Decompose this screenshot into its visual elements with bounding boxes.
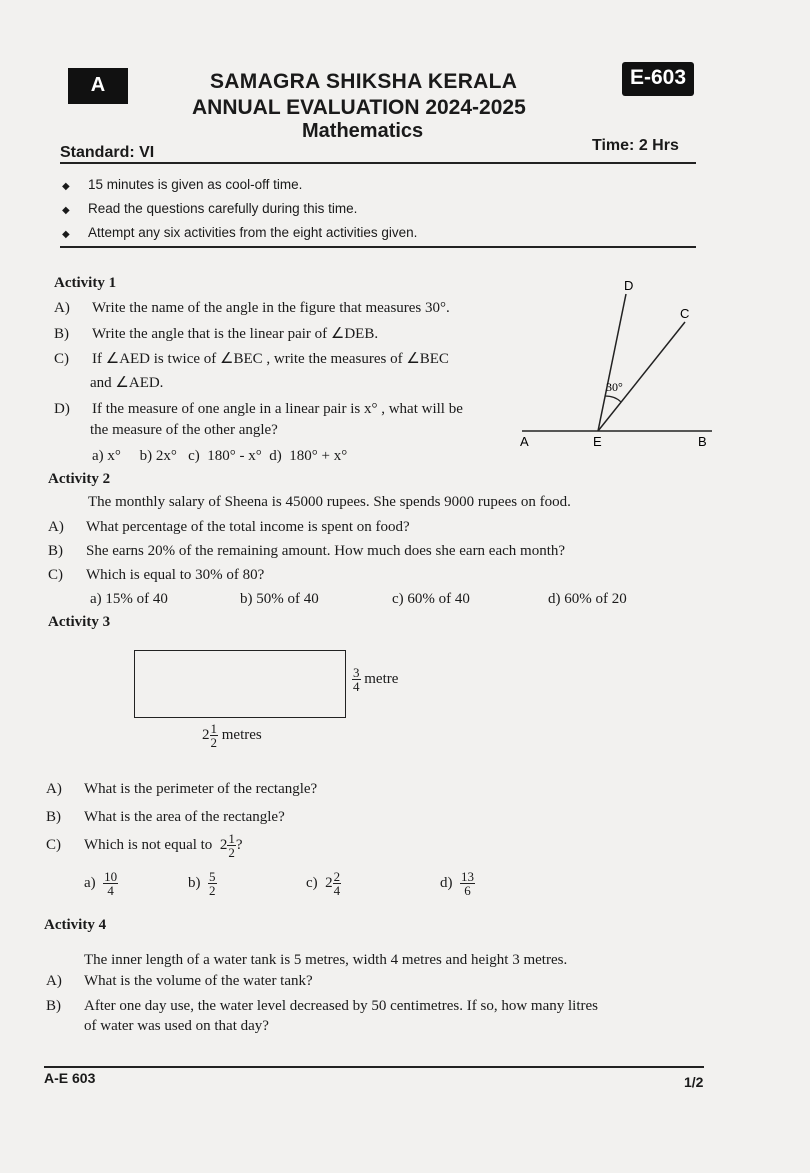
option-3c: c) 2 $\frac{2}{4}$ xyxy=(306,869,341,898)
standard-label: Standard: VI xyxy=(60,144,155,161)
option-2b: b) 50% of 40 xyxy=(240,591,319,607)
footer-divider xyxy=(44,1066,704,1068)
label-b: B xyxy=(698,434,707,449)
footer-page: 1/2 xyxy=(684,1074,704,1090)
option-2a: a) 15% of 40 xyxy=(90,591,168,607)
bullet-icon: ◆ xyxy=(62,181,70,192)
question-1d-cont: the measure of the other angle? xyxy=(90,422,278,438)
question-3a: A) What is the perimeter of the rectangle? xyxy=(46,781,318,797)
option-2c: c) 60% of 40 xyxy=(392,591,470,607)
label-c: C xyxy=(680,306,690,321)
instruction-item: Read the questions carefully during this time. xyxy=(88,201,358,216)
question-1b: B) Write the angle that is the linear pair of ∠DEB. xyxy=(54,326,379,342)
instruction-item: 15 minutes is given as cool-off time. xyxy=(88,177,303,192)
rectangle-width-label: 2 $\frac{1}{2}$ metres xyxy=(202,721,262,750)
question-1d: D) If the measure of one angle in a linear pair is x° , what will be xyxy=(54,401,463,417)
footer-code: A-E 603 xyxy=(44,1070,96,1086)
label-d: D xyxy=(624,278,634,293)
instructions-divider xyxy=(60,246,696,248)
set-badge: A xyxy=(68,68,128,104)
bullet-icon: ◆ xyxy=(62,229,70,240)
label-angle: 30° xyxy=(606,380,623,394)
header-divider xyxy=(60,162,696,164)
question-2b: B) She earns 20% of the remaining amount. How much does she earn each month? xyxy=(48,543,566,559)
org-title: SAMAGRA SHIKSHA KERALA xyxy=(210,70,518,93)
rectangle-height-label: $\frac{3}{4}$ metre xyxy=(353,665,399,694)
option-3a: a) $\frac{10}{4}$ xyxy=(84,869,118,898)
label-a: A xyxy=(520,434,529,449)
activity-2-title: Activity 2 xyxy=(48,471,111,487)
question-3c: C) Which is not equal to 2 $\frac{1}{2}$ ? xyxy=(46,831,243,860)
question-4b-cont: of water was used on that day? xyxy=(84,1018,269,1034)
activity-1-title: Activity 1 xyxy=(54,275,117,291)
code-badge: E-603 xyxy=(622,62,694,96)
ray-ec xyxy=(598,322,685,431)
question-4b: B) After one day use, the water level decreased by 50 centimetres. If so, how many litres xyxy=(46,998,598,1014)
instruction-item: Attempt any six activities from the eight activities given. xyxy=(88,225,418,240)
subject-title: Mathematics xyxy=(302,120,424,142)
angle-figure xyxy=(512,278,722,458)
question-1a: A) Write the name of the angle in the figure that measures 30°. xyxy=(54,300,450,316)
activity-4-intro: The inner length of a water tank is 5 metres, width 4 metres and height 3 metres. xyxy=(84,952,568,968)
bullet-icon: ◆ xyxy=(62,205,70,216)
question-1c: C) If ∠AED is twice of ∠BEC , write the measures of ∠BEC xyxy=(54,351,449,367)
label-e: E xyxy=(593,434,602,449)
option-3d: d) $\frac{13}{6}$ xyxy=(440,869,474,898)
option-3b: b) $\frac{5}{2}$ xyxy=(188,869,216,898)
question-2c: C) Which is equal to 30% of 80? xyxy=(48,567,265,583)
question-3b: B) What is the area of the rectangle? xyxy=(46,809,285,825)
ray-ed xyxy=(598,294,626,431)
angle-arc xyxy=(605,396,621,402)
question-1d-options: a) x° b) 2x° c) 180° - x° d) 180° + x° xyxy=(92,448,348,464)
exam-title: ANNUAL EVALUATION 2024-2025 xyxy=(192,96,526,119)
activity-4-title: Activity 4 xyxy=(44,917,107,933)
option-2d: d) 60% of 20 xyxy=(548,591,627,607)
question-4a: A) What is the volume of the water tank? xyxy=(46,973,313,989)
rectangle-figure xyxy=(134,650,346,718)
question-2a: A) What percentage of the total income is spent on food? xyxy=(48,519,410,535)
activity-3-title: Activity 3 xyxy=(48,614,111,630)
activity-2-intro: The monthly salary of Sheena is 45000 rupees. She spends 9000 rupees on food. xyxy=(88,494,571,510)
time-label: Time: 2 Hrs xyxy=(592,137,679,154)
question-1c-cont: and ∠AED. xyxy=(90,375,164,391)
